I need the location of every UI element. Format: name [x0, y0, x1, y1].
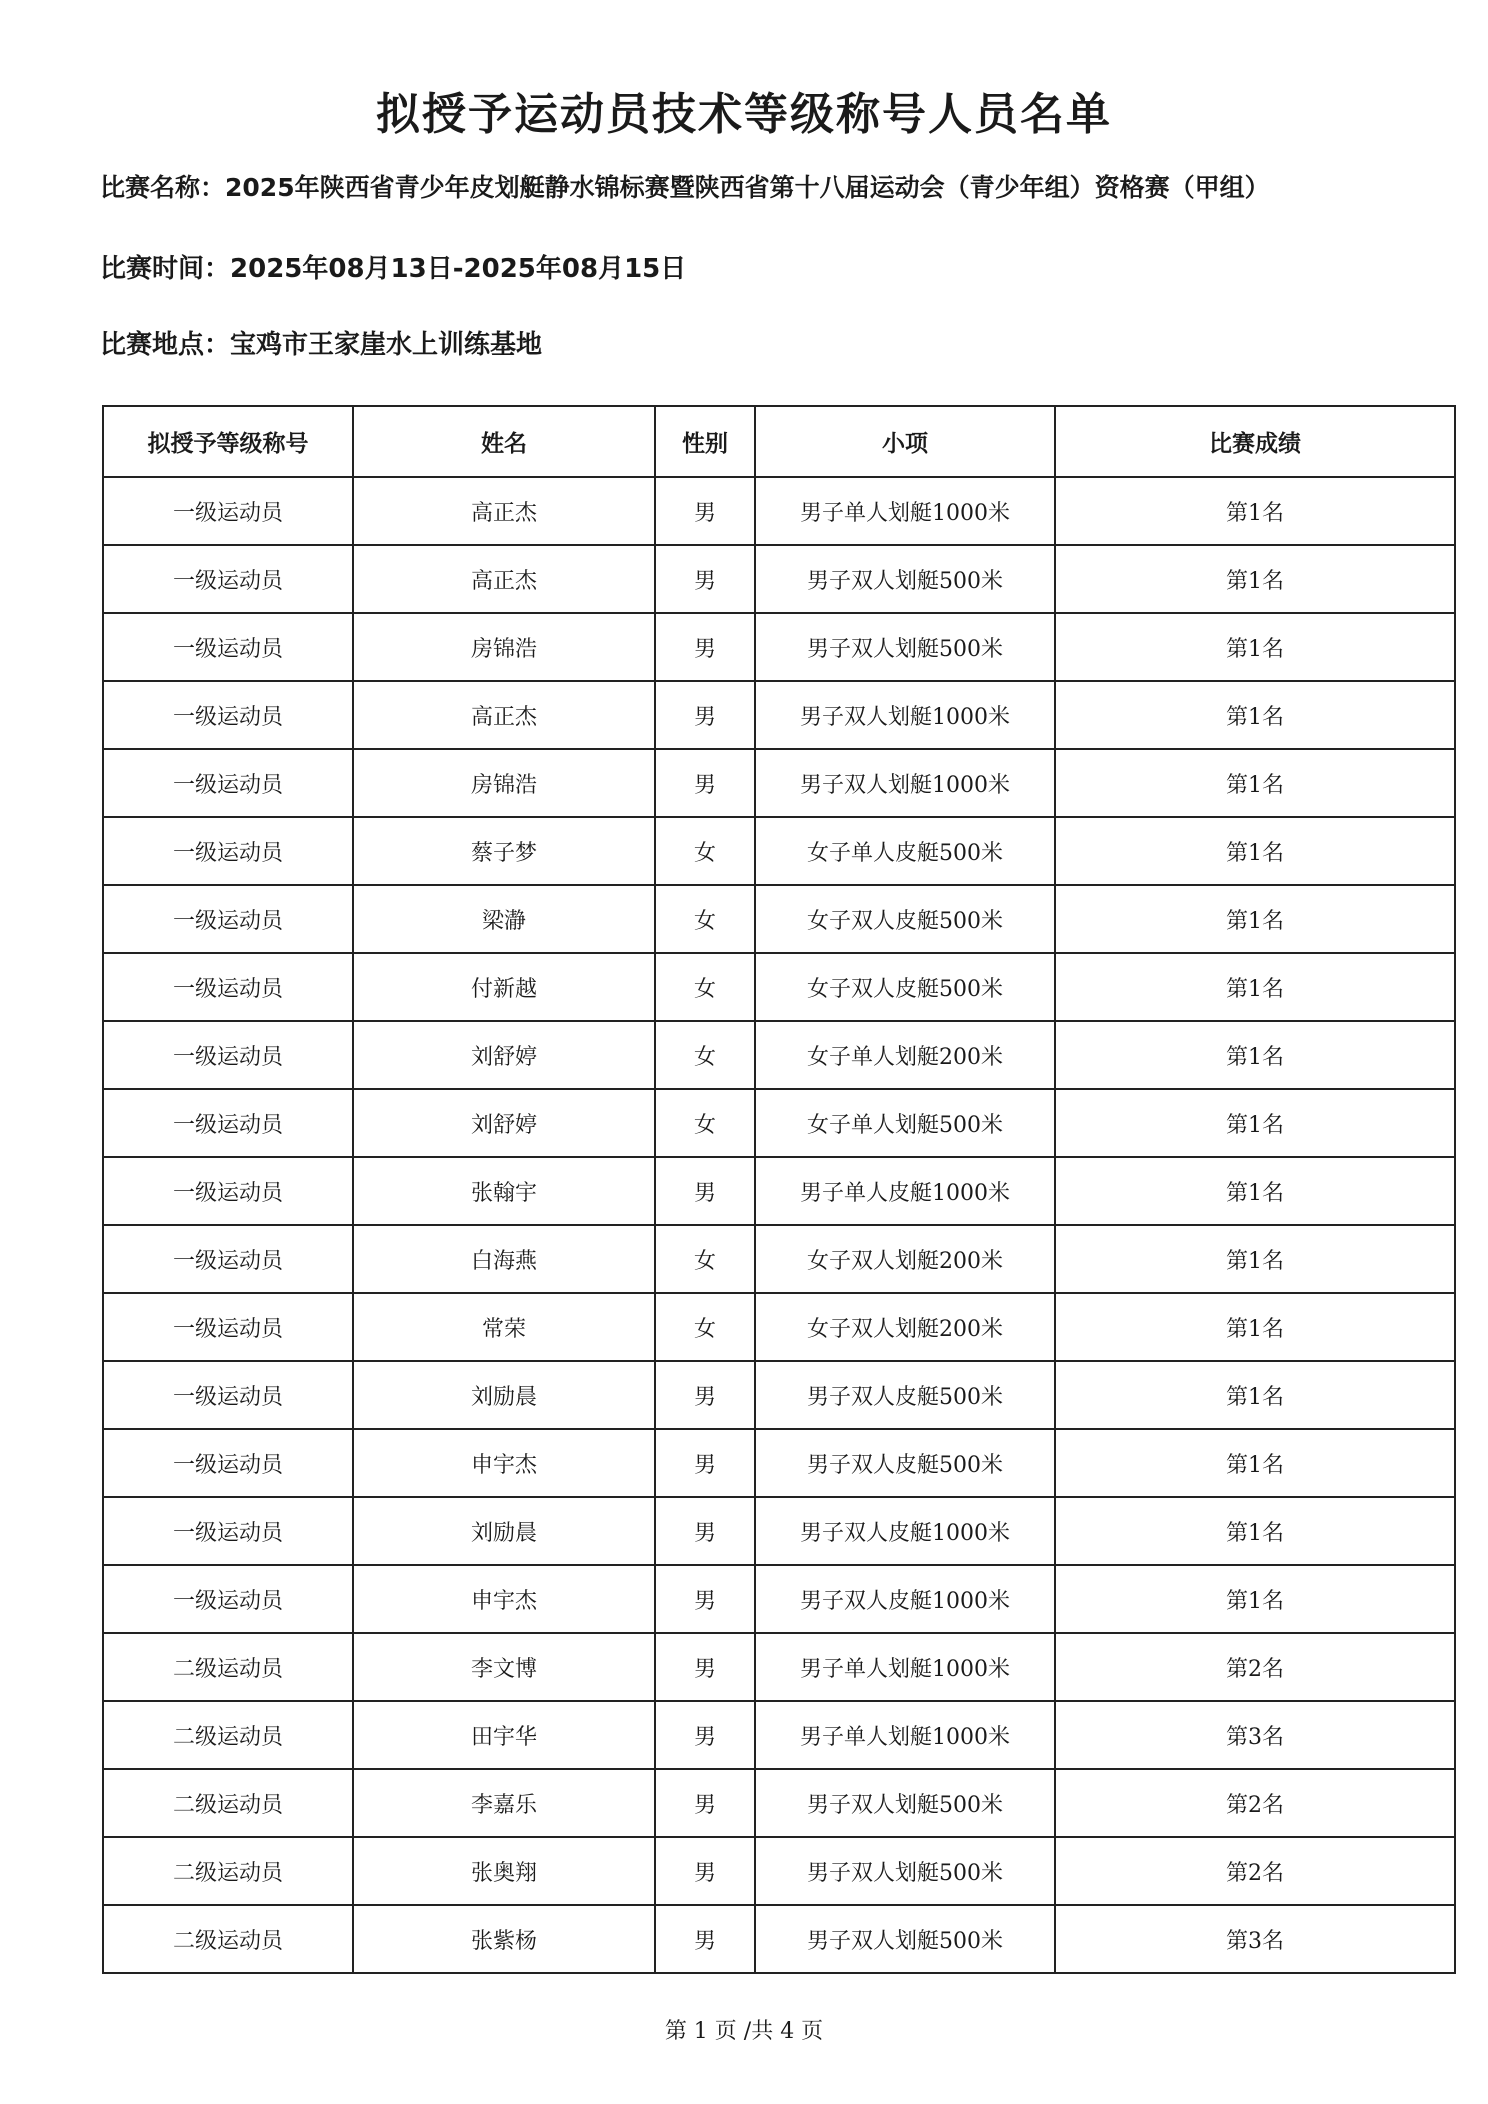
- table-row: [103, 1021, 1455, 1089]
- cell-grade-title: 一级运动员: [103, 1021, 353, 1089]
- cell-event: 女子双人划艇200米: [755, 1225, 1055, 1293]
- competition-time-label: 比赛时间：: [100, 254, 231, 284]
- cell-result: 第2名: [1055, 1769, 1455, 1837]
- cell-name: 高正杰: [353, 681, 655, 749]
- table-body: [103, 477, 1455, 1973]
- cell-event: 男子单人划艇1000米: [755, 477, 1055, 545]
- cell-gender: 女: [655, 885, 755, 953]
- table-row: [103, 477, 1455, 545]
- cell-grade-title: 一级运动员: [103, 1497, 353, 1565]
- cell-gender: 女: [655, 1021, 755, 1089]
- cell-result: 第1名: [1055, 1021, 1455, 1089]
- cell-event: 男子单人皮艇1000米: [755, 1157, 1055, 1225]
- table-row: [103, 953, 1455, 1021]
- cell-grade-title: 一级运动员: [103, 1293, 353, 1361]
- cell-gender: 女: [655, 1089, 755, 1157]
- cell-name: 田宇华: [353, 1701, 655, 1769]
- cell-name: 张奥翔: [353, 1837, 655, 1905]
- cell-grade-title: 一级运动员: [103, 681, 353, 749]
- cell-result: 第3名: [1055, 1701, 1455, 1769]
- cell-grade-title: 一级运动员: [103, 749, 353, 817]
- cell-result: 第1名: [1055, 1565, 1455, 1633]
- cell-result: 第1名: [1055, 477, 1455, 545]
- table-row: [103, 1089, 1455, 1157]
- cell-gender: 男: [655, 1701, 755, 1769]
- cell-gender: 女: [655, 1293, 755, 1361]
- competition-time-line: [100, 248, 686, 285]
- cell-name: 申宇杰: [353, 1565, 655, 1633]
- table-row: [103, 1633, 1455, 1701]
- cell-event: 男子双人皮艇1000米: [755, 1497, 1055, 1565]
- cell-gender: 男: [655, 1565, 755, 1633]
- cell-event: 男子单人划艇1000米: [755, 1633, 1055, 1701]
- header-name: 姓名: [353, 406, 655, 477]
- cell-gender: 男: [655, 681, 755, 749]
- table-row: [103, 1769, 1455, 1837]
- cell-result: 第3名: [1055, 1905, 1455, 1973]
- competition-place-line: [100, 324, 542, 361]
- cell-grade-title: 一级运动员: [103, 885, 353, 953]
- cell-name: 张紫杨: [353, 1905, 655, 1973]
- cell-grade-title: 二级运动员: [103, 1633, 353, 1701]
- cell-event: 男子双人划艇1000米: [755, 681, 1055, 749]
- cell-gender: 男: [655, 749, 755, 817]
- cell-event: 男子双人划艇1000米: [755, 749, 1055, 817]
- competition-place-label: 比赛地点：: [100, 330, 231, 360]
- cell-event: 女子双人皮艇500米: [755, 953, 1055, 1021]
- cell-event: 女子单人皮艇500米: [755, 817, 1055, 885]
- competition-name-label: 比赛名称：: [100, 173, 226, 202]
- cell-event: 男子双人划艇500米: [755, 1837, 1055, 1905]
- cell-grade-title: 一级运动员: [103, 1361, 353, 1429]
- cell-name: 刘舒婷: [353, 1021, 655, 1089]
- cell-result: 第1名: [1055, 1293, 1455, 1361]
- cell-result: 第1名: [1055, 1361, 1455, 1429]
- cell-result: 第1名: [1055, 1497, 1455, 1565]
- cell-event: 男子双人皮艇500米: [755, 1361, 1055, 1429]
- cell-gender: 男: [655, 477, 755, 545]
- cell-grade-title: 一级运动员: [103, 1429, 353, 1497]
- cell-result: 第2名: [1055, 1633, 1455, 1701]
- cell-name: 房锦浩: [353, 749, 655, 817]
- cell-event: 男子单人划艇1000米: [755, 1701, 1055, 1769]
- cell-name: 常荣: [353, 1293, 655, 1361]
- cell-result: 第1名: [1055, 1429, 1455, 1497]
- header-gender: 性别: [655, 406, 755, 477]
- cell-result: 第1名: [1055, 545, 1455, 613]
- cell-name: 高正杰: [353, 477, 655, 545]
- table-row: [103, 1905, 1455, 1973]
- cell-event: 男子双人划艇500米: [755, 613, 1055, 681]
- cell-name: 刘励晨: [353, 1361, 655, 1429]
- cell-grade-title: 一级运动员: [103, 477, 353, 545]
- header-result: 比赛成绩: [1055, 406, 1455, 477]
- cell-name: 李嘉乐: [353, 1769, 655, 1837]
- table-row: [103, 681, 1455, 749]
- cell-event: 男子双人皮艇500米: [755, 1429, 1055, 1497]
- cell-name: 房锦浩: [353, 613, 655, 681]
- cell-name: 白海燕: [353, 1225, 655, 1293]
- cell-gender: 女: [655, 1225, 755, 1293]
- cell-gender: 男: [655, 1157, 755, 1225]
- cell-result: 第1名: [1055, 1089, 1455, 1157]
- cell-grade-title: 二级运动员: [103, 1905, 353, 1973]
- cell-name: 付新越: [353, 953, 655, 1021]
- table-row: [103, 1429, 1455, 1497]
- table-row: [103, 1157, 1455, 1225]
- cell-grade-title: 一级运动员: [103, 1089, 353, 1157]
- cell-result: 第1名: [1055, 681, 1455, 749]
- cell-grade-title: 二级运动员: [103, 1769, 353, 1837]
- page-title: 拟授予运动员技术等级称号人员名单: [376, 89, 1112, 140]
- table-row: [103, 885, 1455, 953]
- athlete-roster-table: [102, 405, 1456, 1974]
- cell-grade-title: 一级运动员: [103, 953, 353, 1021]
- table-row: [103, 1293, 1455, 1361]
- table-row: [103, 545, 1455, 613]
- competition-time-value: 2025年08月13日-2025年08月15日: [230, 254, 687, 284]
- cell-gender: 男: [655, 1497, 755, 1565]
- cell-event: 男子双人划艇500米: [755, 1769, 1055, 1837]
- cell-gender: 男: [655, 1769, 755, 1837]
- header-event: 小项: [755, 406, 1055, 477]
- cell-grade-title: 一级运动员: [103, 545, 353, 613]
- cell-name: 高正杰: [353, 545, 655, 613]
- cell-result: 第1名: [1055, 1225, 1455, 1293]
- table-row: [103, 817, 1455, 885]
- table-header-row: [103, 406, 1455, 477]
- table-row: [103, 1225, 1455, 1293]
- cell-grade-title: 二级运动员: [103, 1837, 353, 1905]
- cell-result: 第1名: [1055, 749, 1455, 817]
- table-row: [103, 1565, 1455, 1633]
- cell-gender: 男: [655, 545, 755, 613]
- cell-result: 第2名: [1055, 1837, 1455, 1905]
- table-row: [103, 1837, 1455, 1905]
- cell-event: 女子单人划艇200米: [755, 1021, 1055, 1089]
- cell-event: 男子双人皮艇1000米: [755, 1565, 1055, 1633]
- cell-name: 申宇杰: [353, 1429, 655, 1497]
- cell-gender: 女: [655, 817, 755, 885]
- table-row: [103, 1361, 1455, 1429]
- header-grade-title: 拟授予等级称号: [103, 406, 353, 477]
- cell-gender: 男: [655, 1361, 755, 1429]
- competition-name-value: 2025年陕西省青少年皮划艇静水锦标赛暨陕西省第十八届运动会（青少年组）资格赛（甲组）: [225, 173, 1270, 202]
- cell-name: 刘励晨: [353, 1497, 655, 1565]
- cell-grade-title: 一级运动员: [103, 613, 353, 681]
- competition-place-value: 宝鸡市王家崖水上训练基地: [230, 330, 543, 360]
- cell-result: 第1名: [1055, 817, 1455, 885]
- cell-grade-title: 一级运动员: [103, 817, 353, 885]
- competition-name-line: [100, 168, 1270, 204]
- cell-gender: 男: [655, 1837, 755, 1905]
- cell-result: 第1名: [1055, 613, 1455, 681]
- cell-result: 第1名: [1055, 1157, 1455, 1225]
- cell-name: 蔡子梦: [353, 817, 655, 885]
- table-row: [103, 613, 1455, 681]
- cell-name: 李文博: [353, 1633, 655, 1701]
- cell-name: 张翰宇: [353, 1157, 655, 1225]
- cell-result: 第1名: [1055, 953, 1455, 1021]
- cell-name: 刘舒婷: [353, 1089, 655, 1157]
- cell-gender: 男: [655, 613, 755, 681]
- table-row: [103, 1497, 1455, 1565]
- cell-grade-title: 一级运动员: [103, 1157, 353, 1225]
- cell-event: 女子单人划艇500米: [755, 1089, 1055, 1157]
- cell-result: 第1名: [1055, 885, 1455, 953]
- cell-grade-title: 一级运动员: [103, 1225, 353, 1293]
- cell-gender: 女: [655, 953, 755, 1021]
- cell-gender: 男: [655, 1633, 755, 1701]
- cell-event: 男子双人划艇500米: [755, 1905, 1055, 1973]
- cell-gender: 男: [655, 1429, 755, 1497]
- cell-grade-title: 二级运动员: [103, 1701, 353, 1769]
- cell-gender: 男: [655, 1905, 755, 1973]
- cell-event: 女子双人皮艇500米: [755, 885, 1055, 953]
- table-row: [103, 749, 1455, 817]
- cell-name: 梁瀞: [353, 885, 655, 953]
- cell-event: 女子双人划艇200米: [755, 1293, 1055, 1361]
- cell-event: 男子双人划艇500米: [755, 545, 1055, 613]
- page-number: 第 1 页 /共 4 页: [664, 2019, 824, 2044]
- cell-grade-title: 一级运动员: [103, 1565, 353, 1633]
- table-row: [103, 1701, 1455, 1769]
